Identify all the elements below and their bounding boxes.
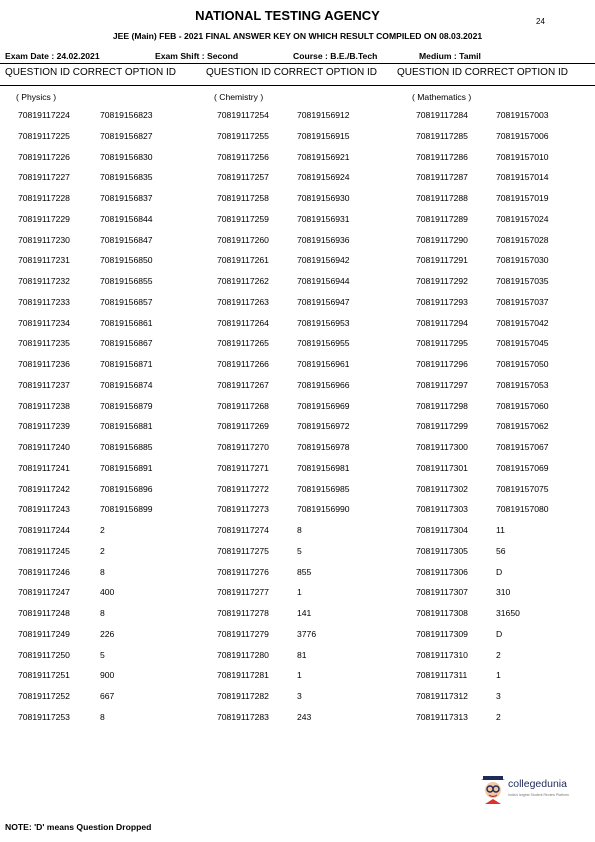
- correct-option-id: 70819156969: [297, 400, 350, 411]
- column-header: QUESTION ID CORRECT OPTION ID: [206, 67, 377, 78]
- correct-option-id: 900: [100, 670, 115, 681]
- question-id: 70819117298: [416, 400, 468, 411]
- correct-option-id: 667: [100, 691, 115, 701]
- question-id: 70819117251: [18, 670, 70, 681]
- correct-option-id: 70819157062: [496, 421, 549, 432]
- question-id: 70819117239: [18, 421, 70, 432]
- question-id: 70819117260: [217, 234, 269, 245]
- question-id: 70819117238: [18, 400, 70, 411]
- question-id: 70819117279: [217, 628, 269, 639]
- question-id: 70819117233: [18, 296, 70, 307]
- correct-option-id: 70819156823: [100, 110, 153, 120]
- question-id: 70819117247: [18, 587, 70, 598]
- logo-tagline: India's largest Student Review Platform: [508, 793, 569, 797]
- correct-option-id: 70819156931: [297, 213, 350, 224]
- correct-option-id: 70819156871: [100, 359, 153, 369]
- correct-option-id: 70819156874: [100, 379, 153, 390]
- correct-option-id: 70819156921: [297, 151, 350, 162]
- correct-option-id: 70819156972: [297, 421, 350, 432]
- question-id: 70819117305: [416, 545, 468, 556]
- header-rule-top: [0, 63, 595, 64]
- correct-option-id: 70819157053: [496, 379, 549, 390]
- question-id: 70819117231: [18, 255, 70, 266]
- correct-option-id: 70819156978: [297, 442, 350, 452]
- section-label-chemistry: ( Chemistry ): [214, 92, 264, 102]
- question-id: 70819117253: [18, 711, 70, 722]
- question-id: 70819117275: [217, 545, 269, 556]
- correct-option-id: 70819156844: [100, 213, 153, 224]
- question-id: 70819117237: [18, 379, 70, 390]
- question-id: 70819117270: [217, 442, 269, 452]
- correct-option-id: 70819156990: [297, 504, 350, 515]
- question-id: 70819117271: [217, 462, 269, 473]
- correct-option-id: 3776: [297, 628, 317, 639]
- section-label-mathematics: ( Mathematics ): [412, 92, 472, 102]
- correct-option-id: 56: [496, 545, 506, 556]
- question-id: 70819117286: [416, 151, 468, 162]
- question-id: 70819117304: [416, 525, 468, 535]
- question-id: 70819117224: [18, 110, 70, 120]
- question-id: 70819117259: [217, 213, 269, 224]
- correct-option-id: 70819156953: [297, 317, 350, 328]
- question-id: 70819117297: [416, 379, 468, 390]
- course: Course : B.E./B.Tech: [293, 51, 378, 61]
- correct-option-id: 70819156899: [100, 504, 153, 515]
- correct-option-id: 70819156867: [100, 338, 153, 349]
- correct-option-id: 70819157006: [496, 130, 549, 141]
- correct-option-id: 70819157024: [496, 213, 549, 224]
- question-id: 70819117313: [416, 711, 468, 722]
- correct-option-id: 70819156966: [297, 379, 350, 390]
- question-id: 70819117228: [18, 193, 70, 203]
- correct-option-id: 70819157030: [496, 255, 549, 266]
- correct-option-id: 8: [100, 566, 105, 577]
- question-id: 70819117234: [18, 317, 70, 328]
- question-id: 70819117269: [217, 421, 269, 432]
- correct-option-id: 70819156981: [297, 462, 350, 473]
- correct-option-id: 70819156827: [100, 130, 153, 141]
- question-id: 70819117278: [217, 608, 269, 618]
- question-id: 70819117262: [217, 276, 269, 286]
- question-id: 70819117282: [217, 691, 269, 701]
- correct-option-id: 70819156942: [297, 255, 350, 266]
- question-id: 70819117280: [217, 649, 269, 660]
- question-id: 70819117296: [416, 359, 468, 369]
- question-id: 70819117261: [217, 255, 269, 266]
- question-id: 70819117255: [217, 130, 269, 141]
- question-id: 70819117249: [18, 628, 70, 639]
- correct-option-id: 2: [100, 545, 105, 556]
- correct-option-id: 5: [100, 649, 105, 660]
- question-id: 70819117288: [416, 193, 468, 203]
- question-id: 70819117264: [217, 317, 269, 328]
- header-rule-bottom: [0, 85, 595, 86]
- correct-option-id: 70819157019: [496, 193, 549, 203]
- correct-option-id: 11: [496, 525, 505, 535]
- correct-option-id: 70819157075: [496, 483, 549, 494]
- correct-option-id: 70819156924: [297, 172, 350, 183]
- question-id: 70819117284: [416, 110, 468, 120]
- question-id: 70819117311: [416, 670, 468, 681]
- question-id: 70819117225: [18, 130, 70, 141]
- question-id: 70819117295: [416, 338, 468, 349]
- question-id: 70819117230: [18, 234, 70, 245]
- correct-option-id: 70819156961: [297, 359, 350, 369]
- question-id: 70819117257: [217, 172, 269, 183]
- exam-shift: Exam Shift : Second: [155, 51, 239, 61]
- section-label-physics: ( Physics ): [16, 92, 57, 102]
- correct-option-id: 2: [496, 649, 501, 660]
- question-id: 70819117252: [18, 691, 70, 701]
- correct-option-id: 70819157050: [496, 359, 549, 369]
- document-title: NATIONAL TESTING AGENCY: [195, 8, 380, 23]
- correct-option-id: 70819156830: [100, 151, 153, 162]
- question-id: 70819117292: [416, 276, 468, 286]
- correct-option-id: 70819156881: [100, 421, 153, 432]
- correct-option-id: D: [496, 628, 503, 639]
- correct-option-id: 70819157028: [496, 234, 549, 245]
- question-id: 70819117235: [18, 338, 70, 349]
- question-id: 70819117226: [18, 151, 70, 162]
- correct-option-id: 310: [496, 587, 511, 598]
- question-id: 70819117287: [416, 172, 468, 183]
- question-id: 70819117302: [416, 483, 468, 494]
- column-header: QUESTION ID CORRECT OPTION ID: [5, 67, 176, 78]
- correct-option-id: 70819156861: [100, 317, 153, 328]
- correct-option-id: 70819157010: [496, 151, 549, 162]
- correct-option-id: 8: [100, 711, 105, 722]
- correct-option-id: 70819156944: [297, 276, 350, 286]
- correct-option-id: 70819157045: [496, 338, 549, 349]
- question-id: 70819117265: [217, 338, 269, 349]
- correct-option-id: 1: [496, 670, 501, 681]
- question-id: 70819117267: [217, 379, 269, 390]
- correct-option-id: 70819157037: [496, 296, 549, 307]
- question-id: 70819117307: [416, 587, 468, 598]
- page-number: 24: [536, 17, 545, 26]
- question-id: 70819117254: [217, 110, 269, 120]
- question-id: 70819117274: [217, 525, 269, 535]
- footnote: NOTE: 'D' means Question Dropped: [5, 822, 152, 832]
- question-id: 70819117293: [416, 296, 468, 307]
- correct-option-id: 2: [100, 525, 105, 535]
- question-id: 70819117276: [217, 566, 269, 577]
- correct-option-id: 2: [496, 711, 501, 722]
- question-id: 70819117285: [416, 130, 468, 141]
- correct-option-id: 8: [100, 608, 105, 618]
- question-id: 70819117273: [217, 504, 269, 515]
- question-id: 70819117283: [217, 711, 269, 722]
- question-id: 70819117268: [217, 400, 269, 411]
- correct-option-id: 70819157069: [496, 462, 549, 473]
- question-id: 70819117277: [217, 587, 269, 598]
- correct-option-id: 5: [297, 545, 302, 556]
- correct-option-id: 8: [297, 525, 302, 535]
- correct-option-id: 70819156885: [100, 442, 153, 452]
- correct-option-id: 70819157003: [496, 110, 549, 120]
- correct-option-id: 70819156955: [297, 338, 350, 349]
- correct-option-id: 70819157014: [496, 172, 549, 183]
- collegedunia-logo-icon: [479, 774, 507, 806]
- question-id: 70819117248: [18, 608, 70, 618]
- correct-option-id: 855: [297, 566, 312, 577]
- correct-option-id: 70819156847: [100, 234, 153, 245]
- question-id: 70819117290: [416, 234, 468, 245]
- question-id: 70819117227: [18, 172, 70, 183]
- correct-option-id: 70819156855: [100, 276, 153, 286]
- question-id: 70819117289: [416, 213, 468, 224]
- correct-option-id: D: [496, 566, 503, 577]
- correct-option-id: 400: [100, 587, 115, 598]
- question-id: 70819117309: [416, 628, 468, 639]
- correct-option-id: 70819157042: [496, 317, 549, 328]
- question-id: 70819117243: [18, 504, 70, 515]
- correct-option-id: 141: [297, 608, 312, 618]
- question-id: 70819117291: [416, 255, 468, 266]
- correct-option-id: 1: [297, 587, 302, 598]
- correct-option-id: 70819156857: [100, 296, 153, 307]
- question-id: 70819117256: [217, 151, 269, 162]
- correct-option-id: 70819157060: [496, 400, 549, 411]
- correct-option-id: 1: [297, 670, 302, 681]
- column-header: QUESTION ID CORRECT OPTION ID: [397, 67, 568, 78]
- question-id: 70819117250: [18, 649, 70, 660]
- question-id: 70819117306: [416, 566, 468, 577]
- correct-option-id: 70819156837: [100, 193, 153, 203]
- correct-option-id: 70819157080: [496, 504, 549, 515]
- correct-option-id: 70819156891: [100, 462, 153, 473]
- question-id: 70819117240: [18, 442, 70, 452]
- correct-option-id: 70819156936: [297, 234, 350, 245]
- question-id: 70819117266: [217, 359, 269, 369]
- question-id: 70819117229: [18, 213, 70, 224]
- correct-option-id: 31650: [496, 608, 520, 618]
- correct-option-id: 70819156835: [100, 172, 153, 183]
- correct-option-id: 243: [297, 711, 312, 722]
- correct-option-id: 70819156896: [100, 483, 153, 494]
- question-id: 70819117272: [217, 483, 269, 494]
- exam-date: Exam Date : 24.02.2021: [5, 51, 100, 61]
- correct-option-id: 70819156930: [297, 193, 350, 203]
- question-id: 70819117301: [416, 462, 468, 473]
- question-id: 70819117232: [18, 276, 70, 286]
- question-id: 70819117303: [416, 504, 468, 515]
- correct-option-id: 70819157035: [496, 276, 549, 286]
- correct-option-id: 70819156912: [297, 110, 350, 120]
- correct-option-id: 70819157067: [496, 442, 549, 452]
- question-id: 70819117281: [217, 670, 269, 681]
- question-id: 70819117312: [416, 691, 468, 701]
- correct-option-id: 3: [297, 691, 302, 701]
- correct-option-id: 70819156915: [297, 130, 350, 141]
- correct-option-id: 70819156947: [297, 296, 350, 307]
- question-id: 70819117242: [18, 483, 70, 494]
- question-id: 70819117294: [416, 317, 468, 328]
- question-id: 70819117263: [217, 296, 269, 307]
- question-id: 70819117299: [416, 421, 468, 432]
- question-id: 70819117300: [416, 442, 468, 452]
- question-id: 70819117236: [18, 359, 70, 369]
- document-subtitle: JEE (Main) FEB - 2021 FINAL ANSWER KEY ON WHICH RESULT COMPILED ON 08.03.2021: [112, 31, 483, 41]
- question-id: 70819117258: [217, 193, 269, 203]
- medium: Medium : Tamil: [419, 51, 481, 61]
- correct-option-id: 3: [496, 691, 501, 701]
- question-id: 70819117246: [18, 566, 70, 577]
- question-id: 70819117245: [18, 545, 70, 556]
- correct-option-id: 81: [297, 649, 307, 660]
- correct-option-id: 70819156985: [297, 483, 350, 494]
- question-id: 70819117241: [18, 462, 70, 473]
- question-id: 70819117308: [416, 608, 468, 618]
- question-id: 70819117244: [18, 525, 70, 535]
- logo-wordmark: collegedunia: [508, 778, 567, 790]
- correct-option-id: 70819156879: [100, 400, 153, 411]
- question-id: 70819117310: [416, 649, 468, 660]
- correct-option-id: 70819156850: [100, 255, 153, 266]
- correct-option-id: 226: [100, 628, 115, 639]
